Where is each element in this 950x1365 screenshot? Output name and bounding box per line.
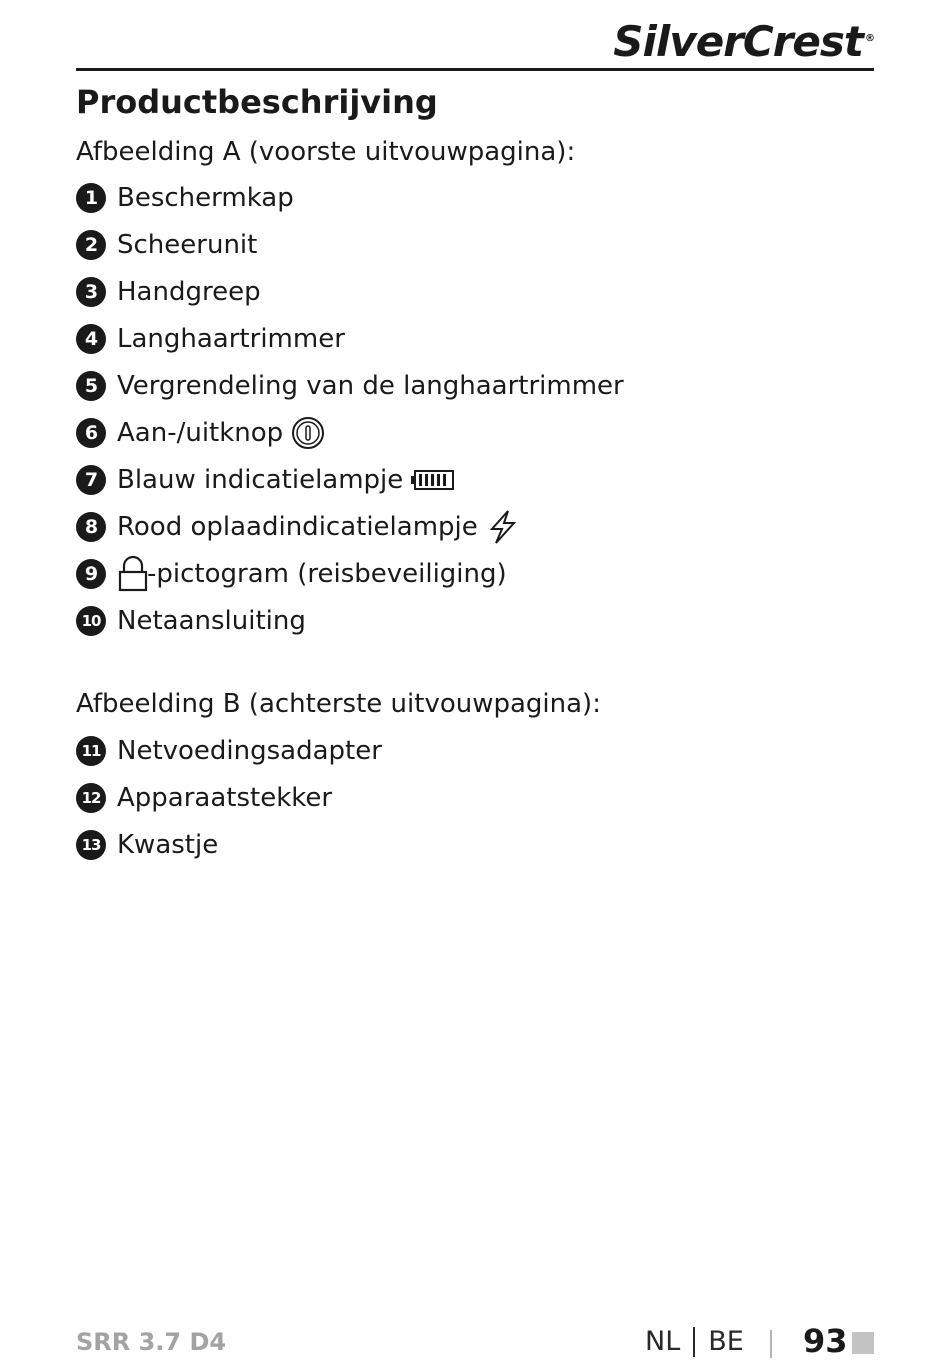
item-number: 12 bbox=[76, 783, 106, 813]
list-item bbox=[76, 827, 218, 863]
item-label: Langhaartrimmer bbox=[117, 324, 345, 354]
item-number: 7 bbox=[76, 465, 106, 495]
list-item bbox=[76, 321, 345, 357]
lightning-icon bbox=[486, 509, 518, 545]
list-item bbox=[76, 180, 294, 216]
item-label: Apparaatstekker bbox=[117, 783, 333, 813]
item-label: -pictogram (reisbeveiliging) bbox=[147, 559, 507, 589]
item-label: Netvoedingsadapter bbox=[117, 736, 382, 766]
item-number: 13 bbox=[76, 830, 106, 860]
list-item bbox=[76, 227, 257, 263]
footer-model: SRR 3.7 D4 bbox=[76, 1328, 227, 1356]
item-number: 6 bbox=[76, 418, 106, 448]
section-b-label-bold: Afbeelding B bbox=[76, 689, 241, 719]
list-item bbox=[76, 368, 624, 404]
item-label: Scheerunit bbox=[117, 230, 258, 260]
page-title: Productbeschrijving bbox=[76, 83, 438, 121]
item-label: Netaansluiting bbox=[117, 606, 306, 636]
list-item bbox=[76, 462, 455, 498]
footer-marker bbox=[852, 1332, 874, 1354]
section-b-label-rest: (achterste uitvouwpagina): bbox=[240, 689, 601, 719]
item-number: 1 bbox=[76, 183, 106, 213]
item-number: 11 bbox=[76, 736, 106, 766]
item-label: Kwastje bbox=[117, 830, 219, 860]
list-item bbox=[76, 733, 382, 769]
list-item bbox=[76, 415, 325, 451]
brand-name: SilverCrest bbox=[613, 17, 863, 66]
battery-icon bbox=[411, 468, 455, 492]
list-item bbox=[76, 274, 261, 310]
item-number: 10 bbox=[76, 606, 106, 636]
footer-lang-divider bbox=[693, 1327, 695, 1357]
list-item bbox=[76, 603, 306, 639]
footer-languages bbox=[645, 1326, 744, 1357]
footer-divider bbox=[770, 1330, 772, 1358]
item-label: Rood oplaadindicatielampje bbox=[117, 512, 478, 542]
item-label: Vergrendeling van de langhaartrimmer bbox=[117, 371, 624, 401]
item-number: 9 bbox=[76, 559, 106, 589]
section-a-label bbox=[76, 136, 575, 168]
list-item bbox=[76, 556, 507, 592]
item-label: Handgreep bbox=[117, 277, 261, 307]
list-item bbox=[76, 780, 332, 816]
item-label: Beschermkap bbox=[117, 183, 294, 213]
item-number: 8 bbox=[76, 512, 106, 542]
item-label: Blauw indicatielampje bbox=[117, 465, 404, 495]
item-label: Aan-/uitknop bbox=[117, 418, 284, 448]
page-number: 93 bbox=[803, 1322, 848, 1360]
section-a-label-bold: Afbeelding A bbox=[76, 137, 241, 167]
section-a-label-rest: (voorste uitvouwpagina): bbox=[240, 137, 576, 167]
power-button-icon bbox=[291, 416, 325, 450]
item-number: 5 bbox=[76, 371, 106, 401]
header-rule bbox=[76, 68, 874, 71]
brand-logo bbox=[613, 14, 874, 67]
footer-lang-be: BE bbox=[708, 1326, 744, 1357]
item-number: 4 bbox=[76, 324, 106, 354]
registered-mark: ® bbox=[865, 33, 874, 44]
list-item bbox=[76, 509, 518, 545]
lock-icon bbox=[117, 556, 149, 592]
item-number: 2 bbox=[76, 230, 106, 260]
footer-lang-nl: NL bbox=[645, 1326, 681, 1357]
item-number: 3 bbox=[76, 277, 106, 307]
section-b-label bbox=[76, 688, 601, 720]
